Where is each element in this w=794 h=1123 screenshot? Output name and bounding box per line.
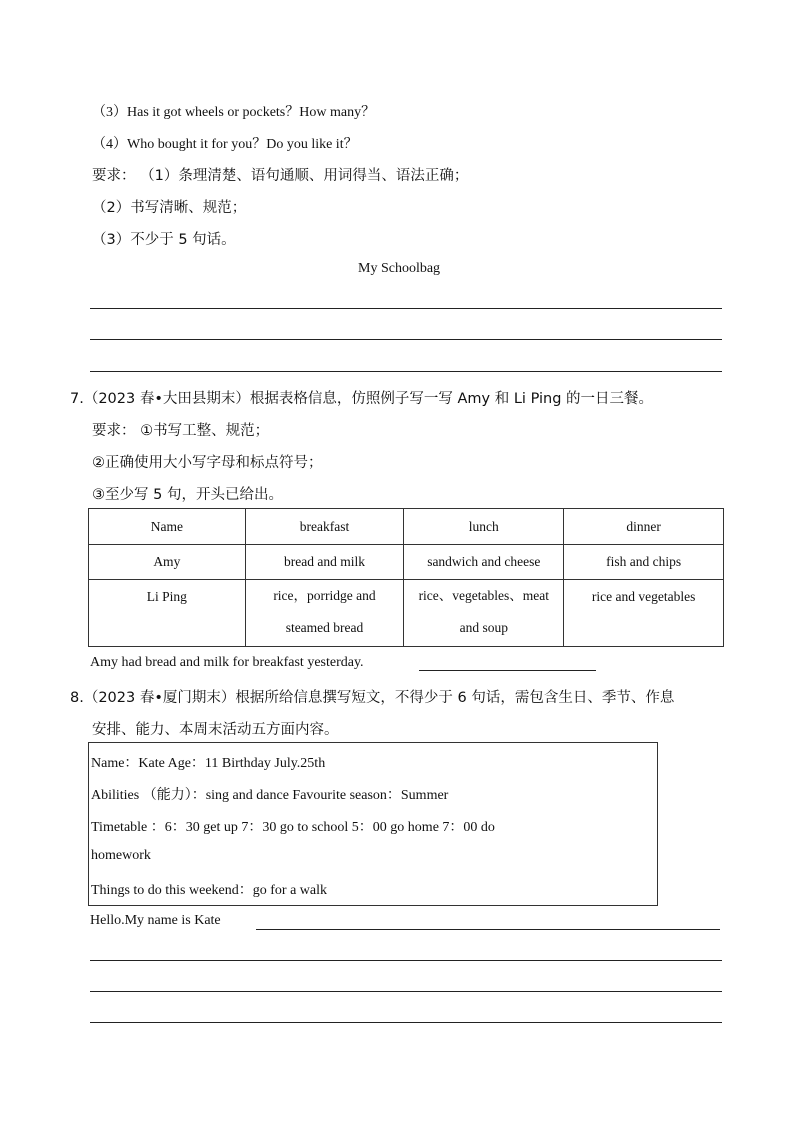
- q8-writing-line[interactable]: [90, 991, 722, 992]
- q8-essay-start: Hello.My name is Kate: [90, 913, 221, 928]
- q7-requirement-3: ③至少写 5 句，开头已给出。: [92, 487, 283, 503]
- cell-line: steamed bread: [285, 620, 364, 635]
- q6-item-4: （4）Who bought it for you？Do you like it？: [92, 137, 358, 152]
- meals-table: [88, 508, 724, 647]
- header-cell: lunch: [404, 509, 564, 545]
- q8-stem-line-1: 8.（2023 春•厦门期末）根据所给信息撰写短文，不得少于 6 句话，需包含生日、季节、作息: [70, 690, 675, 706]
- table-cell: [245, 580, 404, 647]
- cell-line: rice，porridge and: [273, 588, 376, 603]
- table-row: [89, 545, 724, 580]
- q6-writing-line[interactable]: [90, 339, 722, 340]
- q8-writing-line[interactable]: [90, 960, 722, 961]
- q6-requirement-3: （3）不少于 5 句话。: [92, 232, 236, 248]
- info-box-line: Name：Kate Age：11 Birthday July.25th: [91, 756, 326, 771]
- info-box-line: homework: [91, 848, 151, 863]
- header-cell: breakfast: [245, 509, 404, 545]
- cell-line: rice、vegetables、meat: [418, 588, 550, 603]
- q8-stem-line-2: 安排、能力、本周末活动五方面内容。: [92, 722, 339, 738]
- table-row: [89, 580, 724, 647]
- table-cell: sandwich and cheese: [404, 545, 564, 580]
- table-cell: Amy: [89, 545, 246, 580]
- q7-answer-line[interactable]: [419, 670, 596, 671]
- table-cell: rice and vegetables: [564, 580, 724, 647]
- q6-item-3: （3）Has it got wheels or pockets？How many？: [92, 105, 376, 120]
- q7-example-sentence: Amy had bread and milk for breakfast yesterday.: [90, 655, 364, 670]
- q7-requirement-2: ②正确使用大小写字母和标点符号；: [92, 455, 323, 471]
- table-header-row: [89, 509, 724, 545]
- table-cell: [404, 580, 564, 647]
- q6-writing-line[interactable]: [90, 371, 722, 372]
- info-box-line: Things to do this weekend：go for a walk: [91, 883, 328, 898]
- cell-line: and soup: [459, 620, 508, 635]
- info-box: [88, 742, 658, 906]
- table-cell: Li Ping: [89, 580, 246, 647]
- q8-writing-line[interactable]: [256, 929, 720, 930]
- q6-requirement-1: 要求： （1）条理清楚、语句通顺、用词得当、语法正确；: [92, 168, 469, 184]
- table-cell: bread and milk: [245, 545, 404, 580]
- q7-stem: 7.（2023 春•大田县期末）根据表格信息，仿照例子写一写 Amy 和 Li Ping 的一日三餐。: [70, 391, 654, 407]
- q6-essay-title: My Schoolbag: [358, 261, 441, 276]
- table-cell: fish and chips: [564, 545, 724, 580]
- info-box-line: Abilities （能力）：sing and dance Favourite season：Summer: [91, 788, 449, 803]
- q7-requirement-1: 要求： ①书写工整、规范；: [92, 423, 270, 439]
- q6-requirement-2: （2）书写清晰、规范；: [92, 200, 247, 216]
- header-cell: dinner: [564, 509, 724, 545]
- q6-writing-line[interactable]: [90, 308, 722, 309]
- info-box-line: Timetable ：6：30 get up 7：30 go to school 5：00 go home 7：00 do: [91, 820, 495, 835]
- header-cell: Name: [89, 509, 246, 545]
- q8-writing-line[interactable]: [90, 1022, 722, 1023]
